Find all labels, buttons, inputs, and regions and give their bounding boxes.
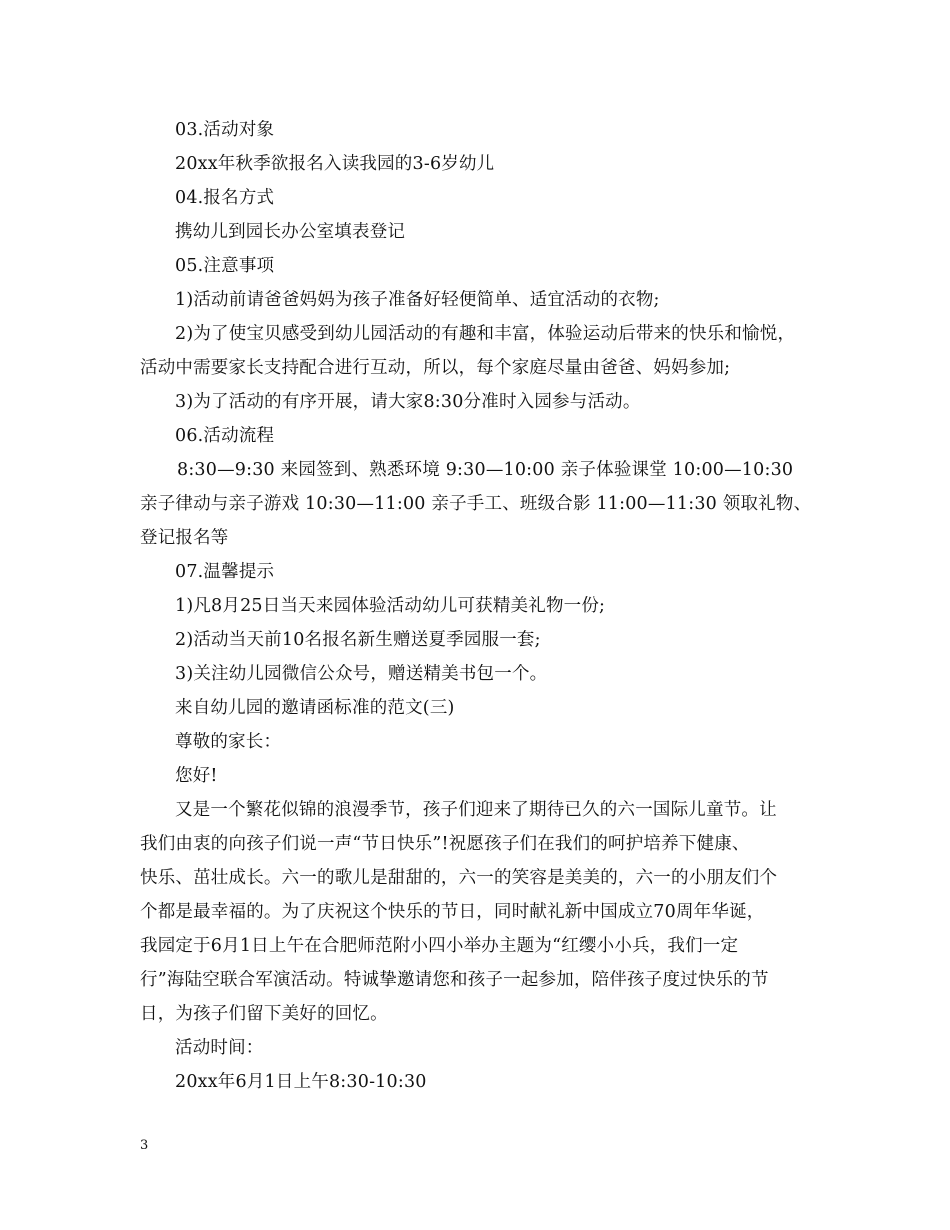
text-line: 来自幼儿园的邀请函标准的范文(三) <box>175 698 455 718</box>
text-line: 07.温馨提示 <box>175 562 275 582</box>
document-body <box>140 113 820 1099</box>
text-line: 1)凡8月25日当天来园体验活动幼儿可获精美礼物一份; <box>175 596 606 616</box>
text-line: 2)为了使宝贝感受到幼儿园活动的有趣和丰富，体验运动后带来的快乐和愉悦， <box>175 324 796 344</box>
text-line: 8:30—9:30 来园签到、熟悉环境 9:30—10:00 亲子体验课堂 10:00—10:30 <box>177 460 794 480</box>
text-line: 您好! <box>175 766 218 786</box>
text-line: 06.活动流程 <box>175 426 275 446</box>
text-line: 亲子律动与亲子游戏 10:30—11:00 亲子手工、班级合影 11:00—11:30 领取礼物、 <box>140 494 812 514</box>
text-line: 携幼儿到园长办公室填表登记 <box>175 222 406 242</box>
text-line: 05.注意事项 <box>175 256 275 276</box>
text-line: 尊敬的家长： <box>175 732 282 752</box>
page-number: 3 <box>140 1138 149 1153</box>
text-line: 活动中需要家长支持配合进行互动，所以，每个家庭尽量由爸爸、妈妈参加; <box>140 358 731 378</box>
text-line: 04.报名方式 <box>175 188 275 208</box>
text-line: 日，为孩子们留下美好的回忆。 <box>140 1004 388 1024</box>
text-line: 个都是最幸福的。为了庆祝这个快乐的节日，同时献礼新中国成立70周年华诞， <box>140 902 765 922</box>
text-line: 我园定于6月1日上午在合肥师范附小四小举办主题为“红缨小小兵，我们一定 <box>140 936 739 956</box>
text-line: 1)活动前请爸爸妈妈为孩子准备好轻便简单、适宜活动的衣物; <box>175 290 660 310</box>
text-line: 2)活动当天前10名报名新生赠送夏季园服一套; <box>175 630 541 650</box>
text-line: 20xx年6月1日上午8:30-10:30 <box>175 1072 427 1092</box>
text-line: 登记报名等 <box>140 528 229 548</box>
text-line: 20xx年秋季欲报名入读我园的3-6岁幼儿 <box>175 154 495 174</box>
text-line: 03.活动对象 <box>175 120 275 140</box>
text-line: 活动时间： <box>175 1038 264 1058</box>
text-line: 我们由衷的向孩子们说一声“节日快乐”!祝愿孩子们在我们的呵护培养下健康、 <box>140 834 750 854</box>
text-line: 又是一个繁花似锦的浪漫季节，孩子们迎来了期待已久的六一国际儿童节。让 <box>175 800 777 820</box>
text-line: 快乐、茁壮成长。六一的歌儿是甜甜的，六一的笑容是美美的，六一的小朋友们个 <box>140 868 778 888</box>
text-line: 3)关注幼儿园微信公众号，赠送精美书包一个。 <box>175 664 548 684</box>
text-line: 3)为了活动的有序开展，请大家8:30分准时入园参与活动。 <box>175 392 641 412</box>
text-line: 行”海陆空联合军演活动。特诚挚邀请您和孩子一起参加，陪伴孩子度过快乐的节 <box>140 970 769 990</box>
